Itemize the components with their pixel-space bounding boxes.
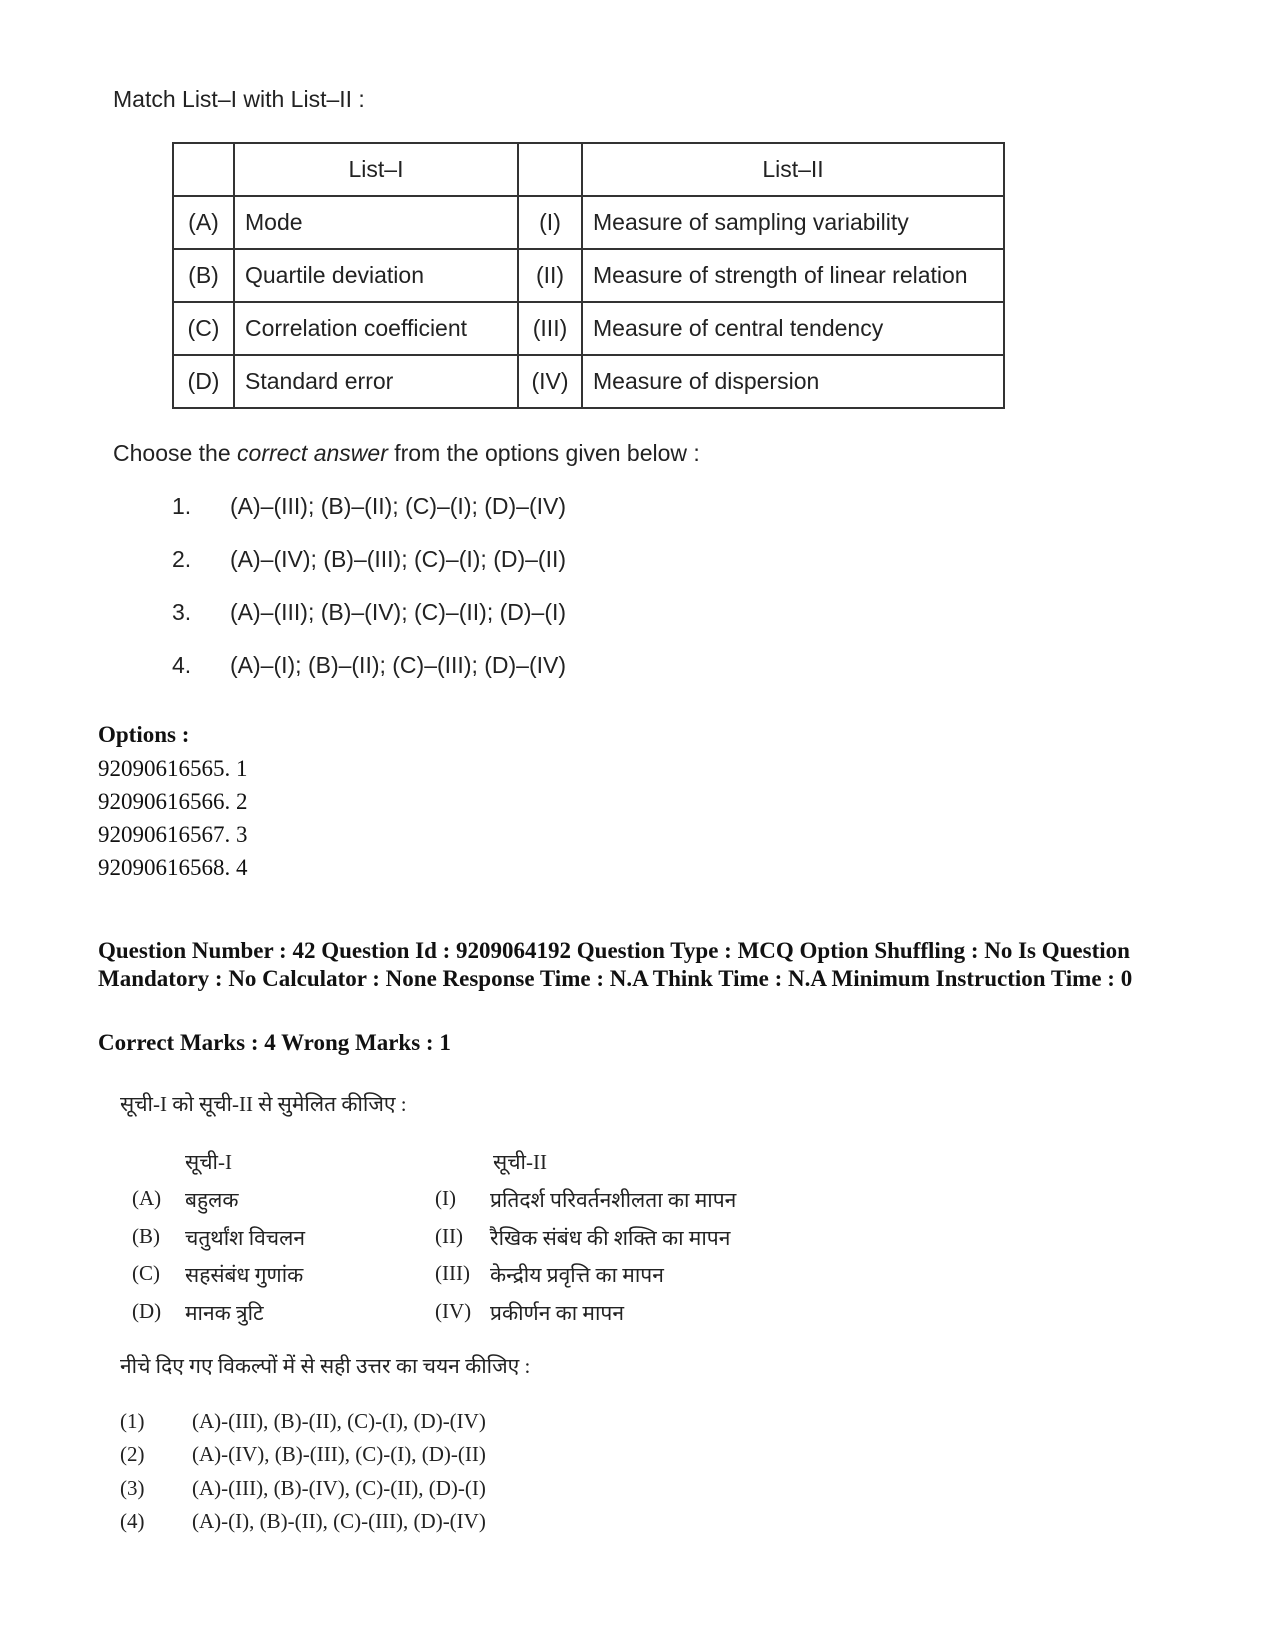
hindi-answer-option-3 <box>120 1476 486 1501</box>
table-header-row <box>173 143 1004 196</box>
answer-option-1 <box>172 493 566 520</box>
row-letter: (D) <box>132 1299 162 1323</box>
row-desc: Measure of dispersion <box>582 355 1004 408</box>
table-row <box>173 196 1004 249</box>
option-number: 3. <box>172 599 192 625</box>
row-item: Correlation coefficient <box>234 302 518 355</box>
option-id-line: 92090616568. 4 <box>98 855 248 880</box>
row-letter: (C) <box>132 1261 160 1285</box>
hindi-row <box>0 1186 1275 1216</box>
list2-header: List–II <box>582 143 1004 196</box>
table-row <box>173 249 1004 302</box>
header-blank-cell <box>173 143 234 196</box>
choose-post: from the options given below : <box>387 440 700 466</box>
option-id-line: 92090616566. 2 <box>98 789 248 814</box>
row-desc: रैखिक संबंध की शक्ति का मापन <box>490 1226 731 1250</box>
option-text: (A)-(III), (B)-(IV), (C)-(II), (D)-(I) <box>192 1476 486 1500</box>
row-item: Standard error <box>234 355 518 408</box>
row-roman: (IV) <box>518 355 582 408</box>
hindi-row <box>0 1261 1275 1291</box>
table-row <box>173 355 1004 408</box>
hindi-list1-header: सूची-I <box>185 1150 232 1174</box>
answer-option-4 <box>172 652 566 679</box>
option-number: (2) <box>120 1442 145 1466</box>
row-roman: (IV) <box>435 1299 472 1323</box>
row-item: Quartile deviation <box>234 249 518 302</box>
row-desc: Measure of strength of linear relation <box>582 249 1004 302</box>
option-text: (A)–(III); (B)–(II); (C)–(I); (D)–(IV) <box>230 493 567 519</box>
hindi-list2-header: सूची-II <box>493 1150 547 1174</box>
row-desc: केन्द्रीय प्रवृत्ति का मापन <box>490 1263 664 1287</box>
row-letter: (B) <box>132 1224 160 1248</box>
row-desc: Measure of central tendency <box>582 302 1004 355</box>
option-number: (4) <box>120 1509 145 1533</box>
hindi-intro: सूची-I को सूची-II से सुमेलित कीजिए : <box>120 1092 407 1116</box>
row-desc: प्रतिदर्श परिवर्तनशीलता का मापन <box>490 1188 737 1212</box>
row-desc: Measure of sampling variability <box>582 196 1004 249</box>
option-text: (A)–(III); (B)–(IV); (C)–(II); (D)–(I) <box>230 599 567 625</box>
row-letter: (B) <box>173 249 234 302</box>
row-item: Mode <box>234 196 518 249</box>
option-text: (A)-(III), (B)-(II), (C)-(I), (D)-(IV) <box>192 1409 486 1433</box>
choose-pre: Choose the <box>113 440 238 466</box>
header-blank-cell <box>518 143 582 196</box>
options-title: Options : <box>98 722 190 747</box>
row-roman: (I) <box>518 196 582 249</box>
row-roman: (III) <box>518 302 582 355</box>
row-roman: (III) <box>435 1261 470 1285</box>
hindi-answer-option-2 <box>120 1442 486 1467</box>
row-item: चतुर्थांश विचलन <box>185 1226 306 1250</box>
row-roman: (I) <box>435 1186 456 1210</box>
row-item: बहुलक <box>185 1188 239 1212</box>
question-meta: Question Number : 42 Question Id : 9209064192 Question Type : MCQ Option Shuffling : No Is Question Mandatory : No Calculator : None Response Time : N.A Think Time : N.A Minimum Instruction Time : 0 <box>98 938 1133 991</box>
hindi-answer-option-4 <box>120 1509 486 1534</box>
row-roman: (II) <box>518 249 582 302</box>
choose-instruction <box>113 440 700 467</box>
row-desc: प्रकीर्णन का मापन <box>490 1301 625 1325</box>
hindi-row <box>0 1299 1275 1329</box>
option-text: (A)–(I); (B)–(II); (C)–(III); (D)–(IV) <box>230 652 567 678</box>
option-number: (1) <box>120 1409 145 1433</box>
row-roman: (II) <box>435 1224 463 1248</box>
row-letter: (A) <box>173 196 234 249</box>
row-letter: (D) <box>173 355 234 408</box>
row-letter: (A) <box>132 1186 162 1210</box>
list1-header: List–I <box>234 143 518 196</box>
answer-option-2 <box>172 546 566 573</box>
option-id-line: 92090616567. 3 <box>98 822 248 847</box>
option-number: (3) <box>120 1476 145 1500</box>
option-text: (A)-(I), (B)-(II), (C)-(III), (D)-(IV) <box>192 1509 486 1533</box>
option-text: (A)–(IV); (B)–(III); (C)–(I); (D)–(II) <box>230 546 567 572</box>
match-table <box>172 142 1005 409</box>
choose-emphasis: correct answer <box>237 440 388 466</box>
option-number: 4. <box>172 652 192 678</box>
hindi-answer-option-1 <box>120 1409 486 1434</box>
hindi-choose-instruction: नीचे दिए गए विकल्पों में से सही उत्तर का चयन कीजिए : <box>120 1354 531 1378</box>
row-letter: (C) <box>173 302 234 355</box>
answer-option-3 <box>172 599 566 626</box>
row-item: सहसंबंध गुणांक <box>185 1263 304 1287</box>
marks-line: Correct Marks : 4 Wrong Marks : 1 <box>98 1030 451 1055</box>
question-intro: Match List–I with List–II : <box>113 86 365 112</box>
option-number: 2. <box>172 546 192 572</box>
option-number: 1. <box>172 493 192 519</box>
option-id-line: 92090616565. 1 <box>98 756 248 781</box>
option-text: (A)-(IV), (B)-(III), (C)-(I), (D)-(II) <box>192 1442 486 1466</box>
table-row <box>173 302 1004 355</box>
row-item: मानक त्रुटि <box>185 1301 264 1325</box>
hindi-row <box>0 1224 1275 1254</box>
